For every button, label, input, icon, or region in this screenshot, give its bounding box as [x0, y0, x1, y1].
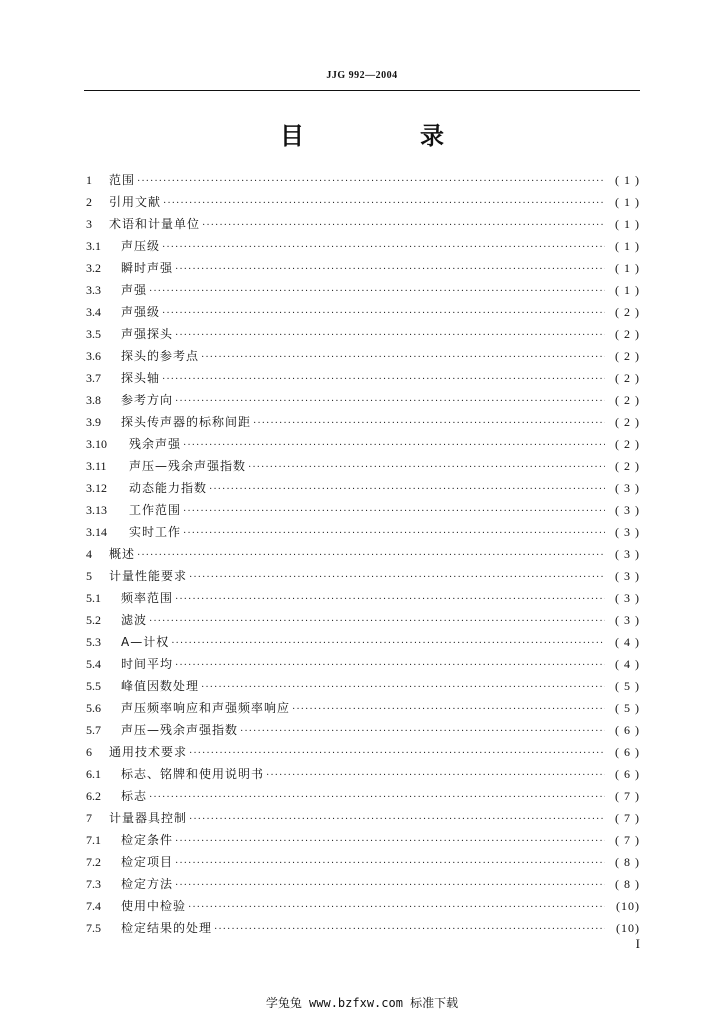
toc-entry[interactable] — [86, 433, 640, 455]
toc-dot-leader — [183, 523, 605, 545]
toc-dot-leader — [183, 501, 605, 523]
toc-entry-title: 实时工作 — [129, 525, 182, 539]
toc-entry[interactable] — [86, 807, 640, 829]
toc-entry-number: 3.3 — [86, 283, 101, 297]
toc-dot-leader — [175, 325, 605, 347]
toc-dot-leader — [175, 875, 605, 897]
toc-entry-page: ( 4 ) — [615, 657, 640, 671]
standard-code-header: JJG 992—2004 — [326, 70, 398, 81]
toc-dot-leader — [162, 303, 605, 325]
toc-entry-page: ( 2 ) — [615, 415, 640, 429]
toc-dot-leader — [175, 259, 605, 281]
toc-entry-number: 3.5 — [86, 327, 101, 341]
toc-entry-number: 5 — [86, 569, 92, 583]
toc-entry-title: 参考方向 — [121, 393, 174, 407]
toc-entry-title: 探头轴 — [121, 371, 161, 385]
toc-entry[interactable] — [86, 653, 640, 675]
toc-entry-number: 3.11 — [86, 459, 107, 473]
toc-entry-title: 滤波 — [121, 613, 148, 627]
toc-entry[interactable] — [86, 411, 640, 433]
toc-entry-page: ( 1 ) — [615, 173, 640, 187]
page-title: 目 录 — [280, 122, 490, 150]
toc-dot-leader — [188, 897, 605, 919]
toc-entry-page: ( 5 ) — [615, 679, 640, 693]
toc-dot-leader — [240, 721, 605, 743]
toc-entry-number: 3.12 — [86, 481, 107, 495]
toc-entry[interactable] — [86, 741, 640, 763]
footer-watermark-text: 学兔兔 www.bzfxw.com 标准下载 — [265, 996, 459, 1010]
toc-entry-number: 7.5 — [86, 921, 101, 935]
toc-entry[interactable] — [86, 477, 640, 499]
toc-entry-title: 频率范围 — [121, 591, 174, 605]
toc-entry-page: ( 1 ) — [615, 283, 640, 297]
toc-entry-title: 声强探头 — [121, 327, 174, 341]
toc-entry-title: 声压—残余声强指数 — [121, 723, 239, 737]
toc-entry-page: ( 3 ) — [615, 525, 640, 539]
toc-entry-title: 时间平均 — [121, 657, 174, 671]
toc-entry[interactable] — [86, 521, 640, 543]
toc-entry-number: 1 — [86, 173, 92, 187]
toc-dot-leader — [189, 567, 605, 589]
page-number: I — [635, 936, 640, 951]
toc-entry-number: 5.4 — [86, 657, 101, 671]
toc-dot-leader — [171, 633, 605, 655]
toc-entry-page: ( 7 ) — [615, 833, 640, 847]
toc-entry[interactable] — [86, 213, 640, 235]
toc-entry-title: 术语和计量单位 — [109, 217, 201, 231]
toc-entry-page: ( 3 ) — [615, 503, 640, 517]
toc-entry-title: 工作范围 — [129, 503, 182, 517]
toc-entry-title: 动态能力指数 — [129, 481, 208, 495]
table-of-contents — [86, 169, 640, 939]
toc-entry[interactable] — [86, 917, 640, 939]
toc-entry-title: 声压—残余声强指数 — [129, 459, 247, 473]
toc-entry-title: 通用技术要求 — [109, 745, 188, 759]
toc-entry-title: 声强级 — [121, 305, 161, 319]
toc-entry-number: 5.7 — [86, 723, 101, 737]
toc-dot-leader — [175, 831, 605, 853]
toc-entry-title: 标志 — [121, 789, 148, 803]
toc-dot-leader — [202, 215, 605, 237]
toc-entry-number: 7.1 — [86, 833, 101, 847]
toc-dot-leader — [209, 479, 605, 501]
toc-entry[interactable] — [86, 169, 640, 191]
toc-dot-leader — [149, 281, 605, 303]
toc-entry-number: 3.8 — [86, 393, 101, 407]
toc-entry-number: 3.2 — [86, 261, 101, 275]
toc-entry[interactable] — [86, 235, 640, 257]
toc-entry[interactable] — [86, 279, 640, 301]
toc-entry-number: 5.6 — [86, 701, 101, 715]
toc-dot-leader — [292, 699, 605, 721]
toc-entry-page: ( 6 ) — [615, 723, 640, 737]
toc-entry-page: ( 6 ) — [615, 745, 640, 759]
toc-dot-leader — [162, 369, 605, 391]
toc-entry-page: ( 3 ) — [615, 569, 640, 583]
toc-dot-leader — [266, 765, 605, 787]
toc-entry-page: ( 5 ) — [615, 701, 640, 715]
toc-dot-leader — [175, 655, 605, 677]
toc-entry-number: 6.2 — [86, 789, 101, 803]
toc-entry-title: 探头的参考点 — [121, 349, 200, 363]
toc-entry-title: 检定条件 — [121, 833, 174, 847]
toc-entry-page: ( 1 ) — [615, 239, 640, 253]
toc-entry[interactable] — [86, 785, 640, 807]
toc-entry-page: ( 3 ) — [615, 613, 640, 627]
toc-entry-page: ( 1 ) — [615, 195, 640, 209]
toc-entry-page: ( 7 ) — [615, 789, 640, 803]
toc-entry[interactable] — [86, 565, 640, 587]
toc-entry-title: 声压频率响应和声强频率响应 — [121, 701, 291, 715]
toc-entry-number: 7 — [86, 811, 92, 825]
toc-entry[interactable] — [86, 851, 640, 873]
toc-entry[interactable] — [86, 499, 640, 521]
toc-entry[interactable] — [86, 543, 640, 565]
toc-entry[interactable] — [86, 587, 640, 609]
toc-entry-title: 检定结果的处理 — [121, 921, 213, 935]
toc-entry-page: ( 2 ) — [615, 437, 640, 451]
toc-entry-title: 瞬时声强 — [121, 261, 174, 275]
toc-entry-page: ( 1 ) — [615, 217, 640, 231]
toc-entry-title: 探头传声器的标称间距 — [121, 415, 252, 429]
toc-dot-leader — [253, 413, 605, 435]
toc-entry-page: ( 2 ) — [615, 371, 640, 385]
toc-entry[interactable] — [86, 345, 640, 367]
toc-entry[interactable] — [86, 191, 640, 213]
toc-entry-title: 检定方法 — [121, 877, 174, 891]
toc-dot-leader — [248, 457, 605, 479]
toc-dot-leader — [149, 787, 605, 809]
toc-entry[interactable] — [86, 367, 640, 389]
toc-dot-leader — [163, 193, 605, 215]
toc-entry-page: ( 3 ) — [615, 481, 640, 495]
toc-entry-title: 计量器具控制 — [109, 811, 188, 825]
toc-entry[interactable] — [86, 697, 640, 719]
toc-entry[interactable] — [86, 455, 640, 477]
toc-dot-leader — [201, 677, 605, 699]
toc-entry-title: 残余声强 — [129, 437, 182, 451]
toc-entry-page: ( 8 ) — [615, 855, 640, 869]
toc-entry[interactable] — [86, 389, 640, 411]
toc-entry-number: 3.13 — [86, 503, 107, 517]
toc-dot-leader — [183, 435, 605, 457]
toc-entry-number: 7.2 — [86, 855, 101, 869]
toc-entry-page: ( 6 ) — [615, 767, 640, 781]
toc-entry-page: ( 7 ) — [615, 811, 640, 825]
toc-entry-number: 3.14 — [86, 525, 107, 539]
toc-entry-number: 6 — [86, 745, 92, 759]
toc-entry-number: 3.6 — [86, 349, 101, 363]
toc-entry-number: 3.10 — [86, 437, 107, 451]
toc-entry-title: 声压级 — [121, 239, 161, 253]
toc-entry-page: ( 2 ) — [615, 459, 640, 473]
toc-entry[interactable] — [86, 257, 640, 279]
toc-entry-number: 5.1 — [86, 591, 101, 605]
toc-entry[interactable] — [86, 763, 640, 785]
toc-entry-page: ( 2 ) — [615, 305, 640, 319]
toc-dot-leader — [201, 347, 605, 369]
toc-dot-leader — [189, 743, 605, 765]
toc-entry-page: ( 8 ) — [615, 877, 640, 891]
toc-entry-number: 3.4 — [86, 305, 101, 319]
toc-entry-title: 标志、铭牌和使用说明书 — [121, 767, 265, 781]
toc-entry-page: ( 2 ) — [615, 327, 640, 341]
toc-entry[interactable] — [86, 323, 640, 345]
toc-entry[interactable] — [86, 719, 640, 741]
toc-dot-leader — [137, 171, 605, 193]
toc-entry-number: 3.1 — [86, 239, 101, 253]
toc-entry-page: ( 3 ) — [615, 591, 640, 605]
toc-dot-leader — [162, 237, 605, 259]
toc-entry-number: 3.9 — [86, 415, 101, 429]
toc-entry[interactable] — [86, 873, 640, 895]
toc-entry[interactable] — [86, 895, 640, 917]
toc-dot-leader — [175, 391, 605, 413]
toc-dot-leader — [214, 919, 605, 941]
toc-entry-number: 4 — [86, 547, 92, 561]
toc-entry-number: 5.5 — [86, 679, 101, 693]
toc-entry-page: (10) — [616, 899, 640, 913]
toc-entry-page: ( 2 ) — [615, 393, 640, 407]
toc-entry-title: 概述 — [109, 547, 136, 561]
toc-entry-title: 范围 — [109, 173, 136, 187]
toc-entry-number: 6.1 — [86, 767, 101, 781]
toc-entry-number: 3.7 — [86, 371, 101, 385]
toc-entry[interactable] — [86, 829, 640, 851]
toc-entry[interactable] — [86, 631, 640, 653]
toc-entry-number: 7.4 — [86, 899, 101, 913]
toc-entry-page: ( 3 ) — [615, 547, 640, 561]
toc-entry-page: (10) — [616, 921, 640, 935]
toc-dot-leader — [189, 809, 605, 831]
toc-entry-title: 计量性能要求 — [109, 569, 188, 583]
toc-entry-number: 7.3 — [86, 877, 101, 891]
toc-dot-leader — [175, 853, 605, 875]
toc-entry-number: 5.2 — [86, 613, 101, 627]
toc-entry-page: ( 4 ) — [615, 635, 640, 649]
toc-dot-leader — [149, 611, 605, 633]
toc-entry-title: 检定项目 — [121, 855, 174, 869]
toc-entry[interactable] — [86, 609, 640, 631]
toc-entry-number: 2 — [86, 195, 92, 209]
toc-dot-leader — [175, 589, 605, 611]
toc-entry-title: A—计权 — [121, 635, 170, 649]
toc-entry-title: 引用文献 — [109, 195, 162, 209]
toc-dot-leader — [137, 545, 605, 567]
toc-entry-page: ( 1 ) — [615, 261, 640, 275]
toc-entry[interactable] — [86, 301, 640, 323]
toc-entry-number: 5.3 — [86, 635, 101, 649]
toc-entry-number: 3 — [86, 217, 92, 231]
toc-entry-page: ( 2 ) — [615, 349, 640, 363]
toc-entry-title: 使用中检验 — [121, 899, 187, 913]
header-rule — [84, 90, 640, 91]
toc-entry-title: 声强 — [121, 283, 148, 297]
toc-entry[interactable] — [86, 675, 640, 697]
toc-entry-title: 峰值因数处理 — [121, 679, 200, 693]
